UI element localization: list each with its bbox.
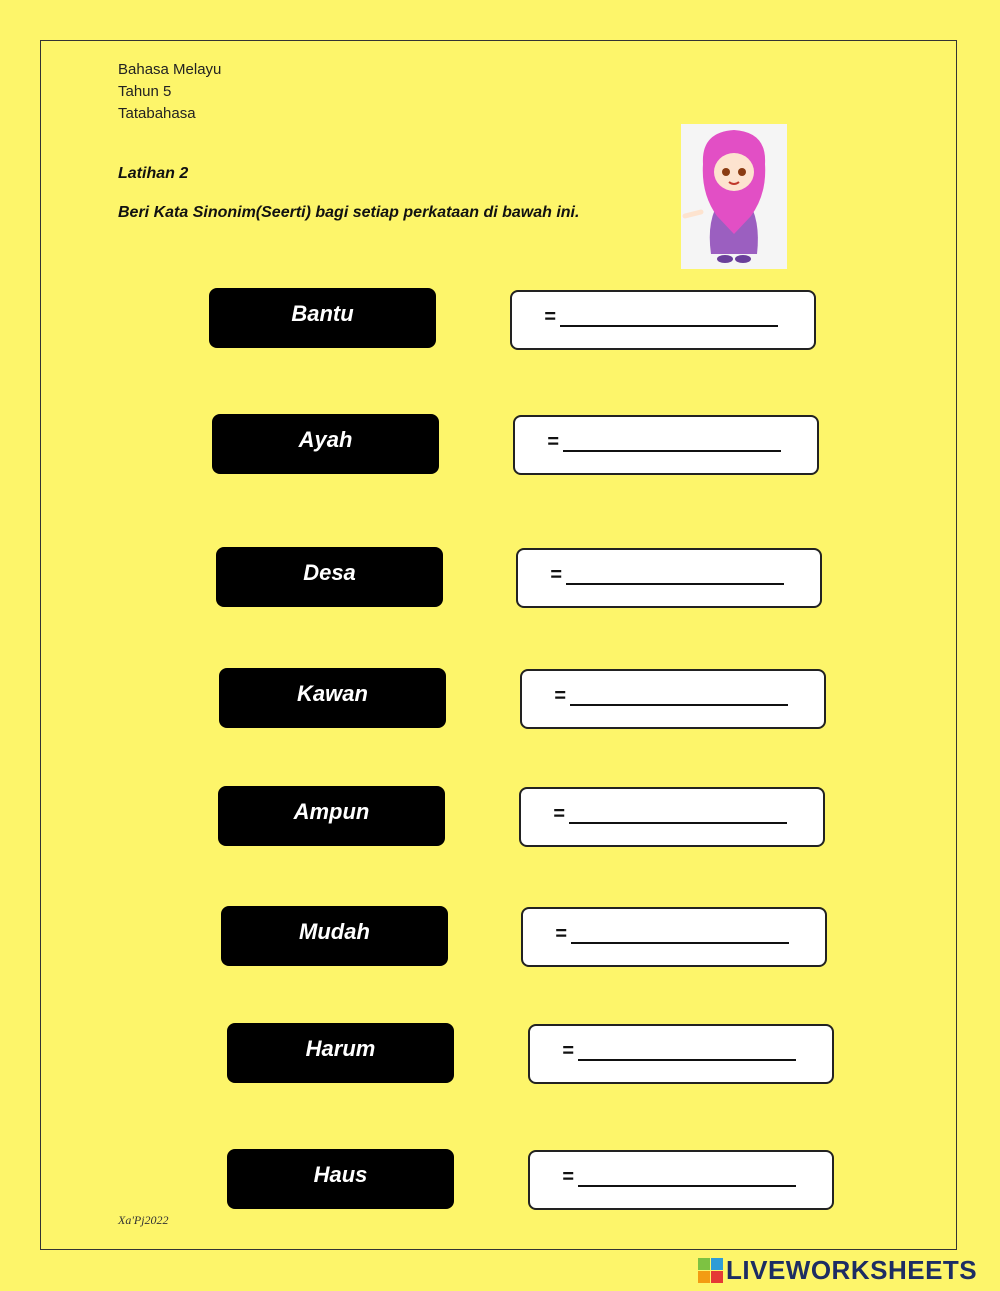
equals-sign: = bbox=[562, 1165, 574, 1188]
answer-field-ampun[interactable] bbox=[519, 787, 825, 847]
brand-name: LIVEWORKSHEETS bbox=[726, 1255, 978, 1285]
word-box-ampun: Ampun bbox=[218, 786, 445, 846]
word-box-harum: Harum bbox=[227, 1023, 454, 1083]
answer-blank-line bbox=[569, 804, 787, 824]
equals-sign: = bbox=[562, 1039, 574, 1062]
answer-field-haus[interactable] bbox=[528, 1150, 834, 1210]
answer-blank-line bbox=[563, 432, 781, 452]
word-box-desa: Desa bbox=[216, 547, 443, 607]
word-box-mudah: Mudah bbox=[221, 906, 448, 966]
word-box-haus: Haus bbox=[227, 1149, 454, 1209]
subject-label: Bahasa Melayu bbox=[118, 61, 222, 78]
author-signature: Xa'Pj2022 bbox=[118, 1213, 169, 1227]
brand-mark-icon bbox=[698, 1258, 723, 1283]
equals-sign: = bbox=[553, 802, 565, 825]
exercise-title: Latihan 2 bbox=[118, 165, 189, 182]
answer-field-desa[interactable] bbox=[516, 548, 822, 608]
equals-sign: = bbox=[547, 430, 559, 453]
equals-sign: = bbox=[550, 563, 562, 586]
answer-field-ayah[interactable] bbox=[513, 415, 819, 475]
answer-field-mudah[interactable] bbox=[521, 907, 827, 967]
answer-blank-line bbox=[570, 686, 788, 706]
answer-field-harum[interactable] bbox=[528, 1024, 834, 1084]
answer-blank-line bbox=[566, 565, 784, 585]
instruction-text: Beri Kata Sinonim(Seerti) bagi setiap perkataan di bawah ini. bbox=[118, 204, 580, 221]
answer-blank-line bbox=[578, 1167, 796, 1187]
liveworksheets-logo bbox=[698, 1257, 977, 1283]
equals-sign: = bbox=[555, 922, 567, 945]
grade-label: Tahun 5 bbox=[118, 83, 172, 100]
equals-sign: = bbox=[554, 684, 566, 707]
answer-blank-line bbox=[571, 924, 789, 944]
word-box-ayah: Ayah bbox=[212, 414, 439, 474]
answer-field-kawan[interactable] bbox=[520, 669, 826, 729]
girl-illustration bbox=[681, 124, 787, 269]
answer-field-bantu[interactable] bbox=[510, 290, 816, 350]
answer-blank-line bbox=[578, 1041, 796, 1061]
word-box-bantu: Bantu bbox=[209, 288, 436, 348]
word-box-kawan: Kawan bbox=[219, 668, 446, 728]
equals-sign: = bbox=[544, 305, 556, 328]
topic-label: Tatabahasa bbox=[118, 105, 196, 122]
answer-blank-line bbox=[560, 307, 778, 327]
